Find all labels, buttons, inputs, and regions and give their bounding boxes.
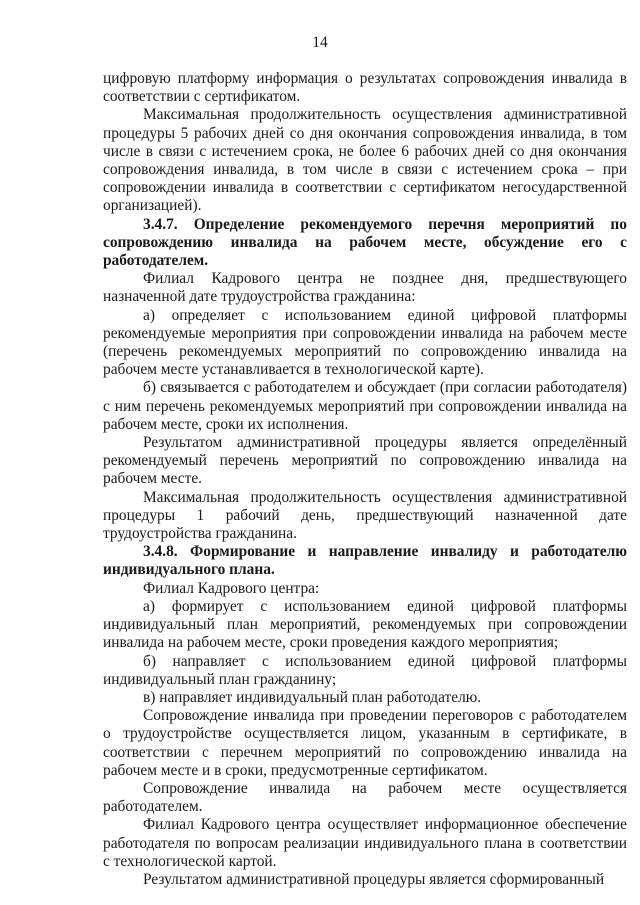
- body-text: [103, 70, 627, 889]
- paragraph-result-2: Результатом административной процедуры является сформированный: [143, 870, 605, 888]
- paragraph-branch-intro-1: Филиал Кадрового центра не позднее дня, предшествующего назначенной дате трудоустройства гражданина:: [103, 270, 627, 306]
- paragraph-max-duration-2: Максимальная продолжительность осуществления административной процедуры 1 рабочий день, предшествующий назначенной дате трудоустройства гражданина.: [103, 488, 627, 543]
- page-number: 14: [312, 34, 328, 51]
- section-heading-3-4-8: 3.4.8. Формирование и направление инвалиду и работодателю индивидуального плана.: [103, 543, 627, 579]
- section-heading-3-4-7: 3.4.7. Определение рекомендуемого перечня мероприятий по сопровождению инвалида на рабочем месте, обсуждение его с работодателем.: [103, 215, 627, 270]
- list-item-b-2: б) направляет с использованием единой цифровой платформы индивидуальный план гражданину;: [103, 652, 627, 688]
- paragraph-result-1: Результатом административной процедуры является определённый рекомендуемый перечень мероприятий по сопровождению инвалида на рабочем месте.: [103, 434, 627, 488]
- paragraph-branch-intro-2: Филиал Кадрового центра:: [143, 579, 320, 597]
- list-item-a-1: а) определяет с использованием единой цифровой платформы рекомендуемые мероприятия при сопровождении инвалида на рабочем месте (перечень рекомендуемых мероприятий по сопровождению инвалида на рабочем месте устанавливается в технологической карте).: [103, 306, 627, 379]
- list-item-a-2: а) формирует с использованием единой цифровой платформы индивидуальный план мероприятий, рекомендуемых при сопровождении инвалида на рабочем месте, сроки проведения каждого мероприятия;: [103, 597, 627, 652]
- paragraph-negotiation-support: Сопровождение инвалида при проведении переговоров с работодателем о трудоустройстве осуществляется лицом, указанным в сертификате, в соответствии с перечнем мероприятий по сопровождению инвалида на рабочем месте и в сроки, предусмотренные сертификатом.: [103, 707, 627, 779]
- list-item-b-1: б) связывается с работодателем и обсуждает (при согласии работодателя) с ним перечень рекомендуемых мероприятий при сопровождении инвалида на рабочем месте, сроки их исполнения.: [103, 379, 627, 433]
- list-item-c-2: в) направляет индивидуальный план работодателю.: [143, 688, 482, 706]
- paragraph-info-support: Филиал Кадрового центра осуществляет информационное обеспечение работодателя по вопросам реализации индивидуального плана в соответствии с технологической картой.: [103, 816, 627, 870]
- paragraph-max-duration-1: Максимальная продолжительность осуществления административной процедуры 5 рабочих дней со дня окончания сопровождения инвалида, в том числе в связи с истечением срока, не более 6 рабочих дней со дня окончания сопровождения инвалида, в том числе в связи с истечением срока – при сопровождении инвалида в соответствии с сертификатом негосударственной организацией).: [103, 106, 627, 215]
- paragraph-continuation: цифровую платформу информация о результатах сопровождения инвалида в соответствии с сертификатом.: [103, 70, 627, 106]
- paragraph-workplace-support: Сопровождение инвалида на рабочем месте осуществляется работодателем.: [103, 779, 627, 816]
